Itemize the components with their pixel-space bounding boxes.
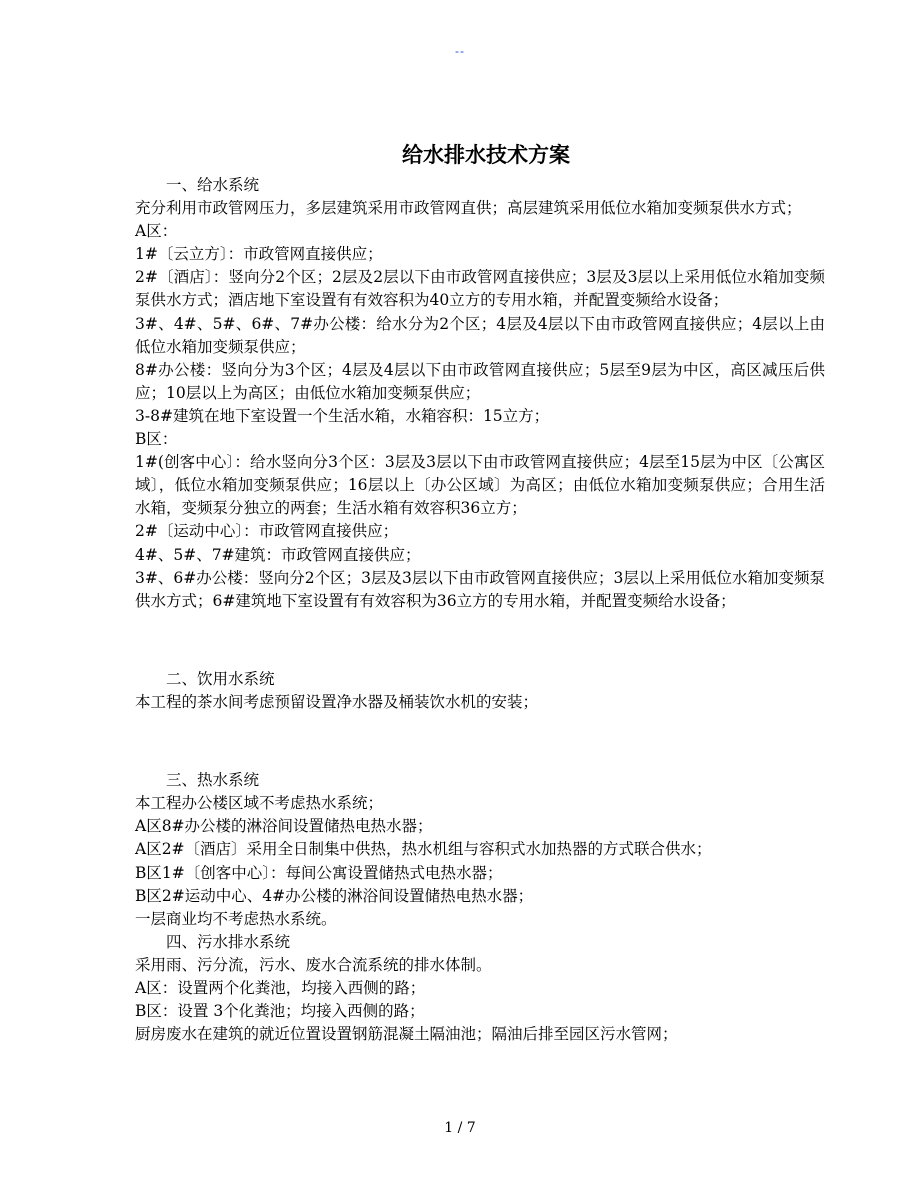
paragraph: 3#、4#、5#、6#、7#办公楼：给水分为2个区；4层及4层以下由市政管网直接供应；4层以上由低位水箱加变频泵供应； xyxy=(135,314,825,356)
section-heading: 二、饮用水系统 xyxy=(166,669,275,688)
paragraph: B区1#〔创客中心〕：每间公寓设置储热式电热水器； xyxy=(135,863,503,882)
paragraph: A区： xyxy=(135,222,178,241)
header-mark: -- xyxy=(455,44,465,58)
paragraph: 本工程的茶水间考虑预留设置净水器及桶装饮水机的安装； xyxy=(135,692,539,711)
paragraph: 厨房废水在建筑的就近位置设置钢筋混凝土隔油池；隔油后排至园区污水管网； xyxy=(135,1025,678,1044)
section-heading: 一、给水系统 xyxy=(166,176,260,194)
paragraph: 4#、5#、7#建筑：市政管网直接供应； xyxy=(135,545,421,564)
blank-line xyxy=(135,730,825,753)
document-body xyxy=(135,140,825,1046)
paragraph: 3#、6#办公楼：竖向分2个区；3层及3层以下由市政管网直接供应；3层以上采用低位水箱加变频泵供水方式；6#建筑地下室设置有有效容积为36立方的专用水箱，并配置变频给水设备； xyxy=(135,568,825,610)
paragraph: 1#〔云立方〕：市政管网直接供应； xyxy=(135,245,383,264)
paragraph: A区：设置两个化粪池，均接入西侧的路； xyxy=(135,979,426,997)
page-number: 1 / 7 xyxy=(444,1120,476,1136)
section-heading: 四、污水排水系统 xyxy=(166,932,291,951)
paragraph: 3-8#建筑在地下室设置一个生活水箱，水箱容积：15立方； xyxy=(135,406,550,425)
paragraph: 充分利用市政管网压力，多层建筑采用市政管网直供；高层建筑采用低位水箱加变频泵供水方式； xyxy=(135,199,802,218)
paragraph: B区： xyxy=(135,430,178,449)
paragraph: 1#(创客中心〕：给水竖向分3个区：3层及3层以下由市政管网直接供应；4层至15层为中区〔公寓区域〕，低位水箱加变频泵供应；16层以上〔办公区域〕为高区；由低位水箱加变频泵供应；合用生活水箱，变频泵分独立的两套；生活水箱有效容积36立方； xyxy=(135,453,825,518)
document-title: 给水排水技术方案 xyxy=(402,142,570,167)
section-heading: 三、热水系统 xyxy=(166,771,260,790)
paragraph: 采用雨、污分流，污水、废水合流系统的排水体制。 xyxy=(135,955,492,974)
paragraph: 2#〔运动中心〕：市政管网直接供应； xyxy=(135,522,399,541)
paragraph: A区8#办公楼的淋浴间设置储热电热水器； xyxy=(135,817,433,836)
paragraph: B区2#运动中心、4#办公楼的淋浴间设置储热电热水器； xyxy=(135,886,534,905)
document-content xyxy=(135,174,825,1046)
blank-line xyxy=(135,629,825,652)
paragraph: 2#〔酒店〕：竖向分2个区；2层及2层以下由市政管网直接供应；3层及3层以上采用低位水箱加变频泵供水方式；酒店地下室设置有有效容积为40立方的专用水箱，并配置变频给水设备； xyxy=(135,268,825,310)
paragraph: A区2#〔酒店〕采用全日制集中供热，热水机组与容积式水加热器的方式联合供水； xyxy=(135,840,712,859)
paragraph: 8#办公楼：竖向分为3个区；4层及4层以下由市政管网直接供应；5层至9层为中区，高区减压后供应；10层以上为高区；由低位水箱加变频泵供应； xyxy=(135,360,825,402)
paragraph: 本工程办公楼区域不考虑热水系统； xyxy=(135,794,384,813)
paragraph: B区：设置 3个化粪池；均接入西侧的路； xyxy=(135,1002,425,1021)
paragraph: 一层商业均不考虑热水系统。 xyxy=(135,909,337,928)
